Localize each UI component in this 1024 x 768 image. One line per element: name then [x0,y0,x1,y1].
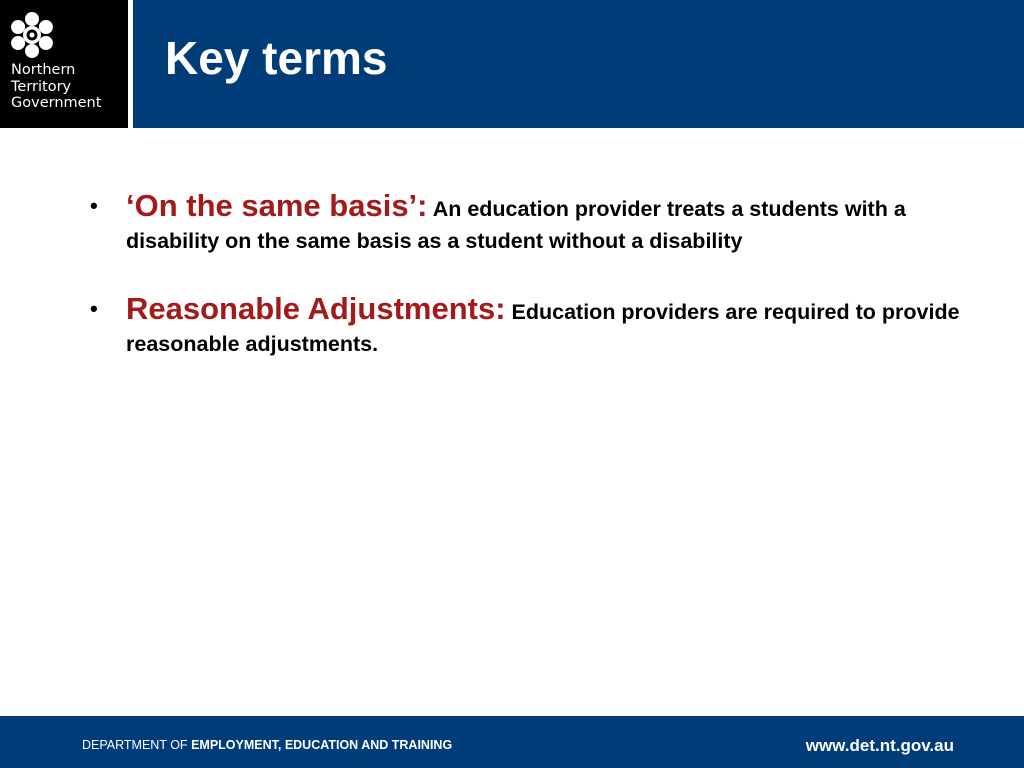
bullet-item-same-basis [90,190,970,257]
logo-line-3: Government [11,95,102,111]
term-reasonable-adjustments: Reasonable Adjustments: [126,291,506,326]
bullet-dot: • [90,193,98,218]
term-same-basis: ‘On the same basis’: [126,188,428,223]
footer-dept-prefix: DEPARTMENT OF [82,738,188,752]
footer-department [82,738,452,752]
definition-same-basis: An education provider treats a students with a disability on the same basis as a student without a disability [126,197,906,253]
logo-line-1: Northern [11,62,76,78]
nt-government-logo [0,0,128,128]
bullet-item-reasonable-adjustments [90,293,970,360]
footer-bar [0,716,1024,768]
logo-wordmark [11,62,101,112]
bullet-dot: • [90,296,98,321]
bullet-list [90,190,970,396]
footer-url-link[interactable]: www.det.nt.gov.au [805,736,954,755]
waratah-flower-icon [9,12,55,58]
footer-dept-name: EMPLOYMENT, EDUCATION AND TRAINING [191,738,453,752]
slide-title: Key terms [165,32,388,84]
definition-reasonable-adjustments: Education providers are required to provide reasonable adjustments. [126,300,960,356]
logo-line-2: Territory [11,78,72,95]
